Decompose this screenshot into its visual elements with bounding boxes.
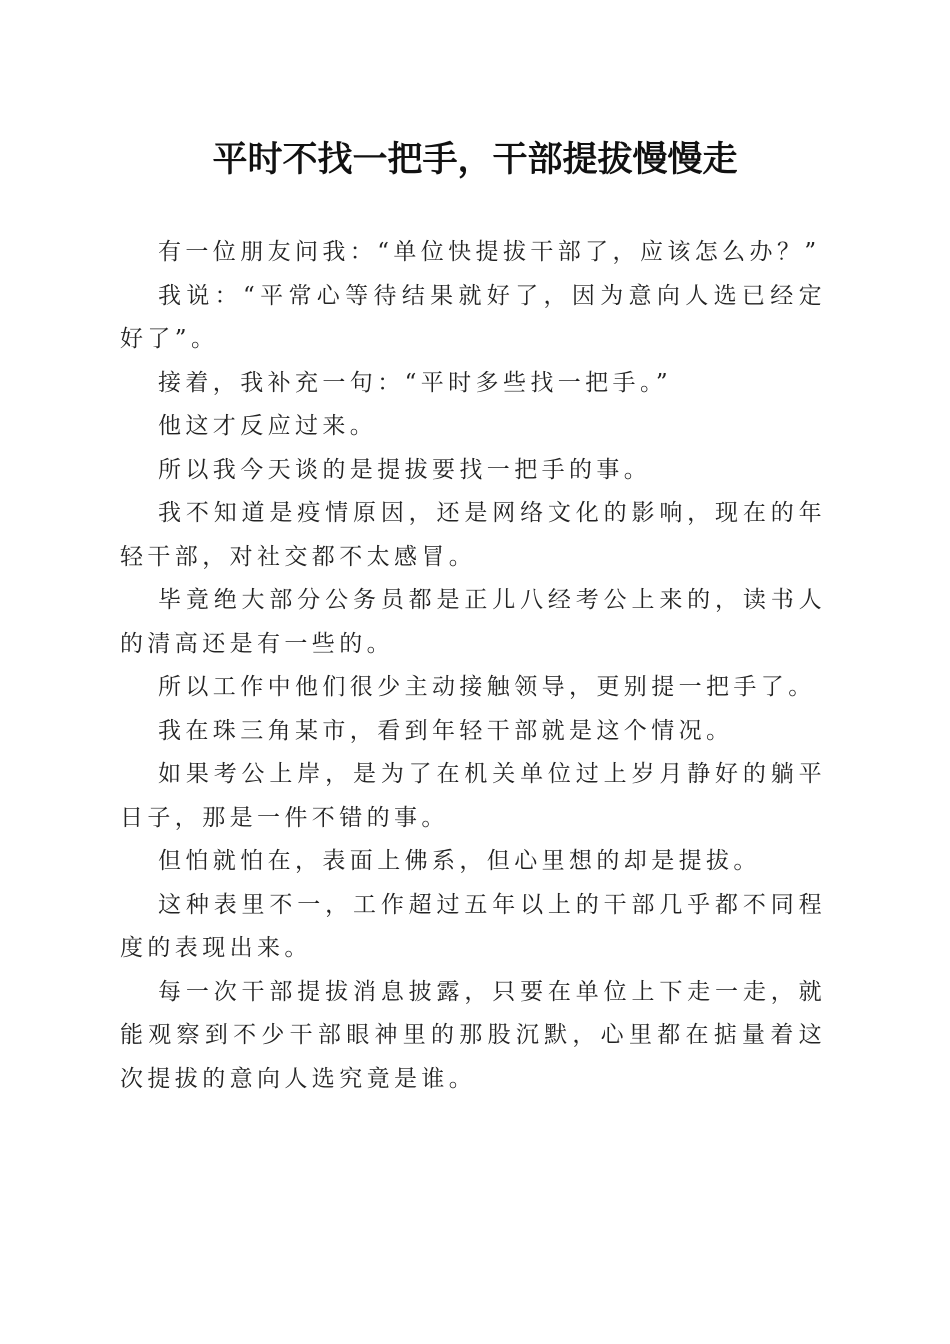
document-body: [120, 231, 826, 1101]
paragraph: 如果考公上岸，是为了在机关单位过上岁月静好的躺平日子，那是一件不错的事。: [120, 761, 826, 831]
paragraph: 我在珠三角某市，看到年轻干部就是这个情况。: [158, 717, 734, 744]
paragraph: 但怕就怕在，表面上佛系，但心里想的却是提拔。: [158, 848, 761, 874]
paragraph: 所以我今天谈的是提拔要找一把手的事。: [158, 456, 652, 483]
paragraph: 毕竟绝大部分公务员都是正儿八经考公上来的，读书人的清高还是有一些的。: [120, 587, 826, 657]
document-title: 平时不找一把手，干部提拔慢慢走: [212, 139, 738, 180]
paragraph: 所以工作中他们很少主动接触领导，更别提一把手了。: [158, 674, 816, 700]
paragraph: 他这才反应过来。: [158, 413, 378, 439]
paragraph: 每一次干部提拔消息披露，只要在单位上下走一走，就能观察到不少干部眼神里的那股沉默，心里都在掂量着这次提拔的意向人选究竟是谁。: [120, 978, 826, 1092]
paragraph: 这种表里不一，工作超过五年以上的干部几乎都不同程度的表现出来。: [120, 891, 826, 961]
paragraph: 我不知道是疫情原因，还是网络文化的影响，现在的年轻干部，对社交都不太感冒。: [120, 500, 826, 570]
paragraph: 我说：“平常心等待结果就好了，因为意向人选已经定好了”。: [120, 282, 826, 352]
paragraph: 有一位朋友问我：“单位快提拔干部了，应该怎么办？”: [158, 239, 821, 265]
paragraph: 接着，我补充一句：“平时多些找一把手。”: [158, 369, 673, 396]
